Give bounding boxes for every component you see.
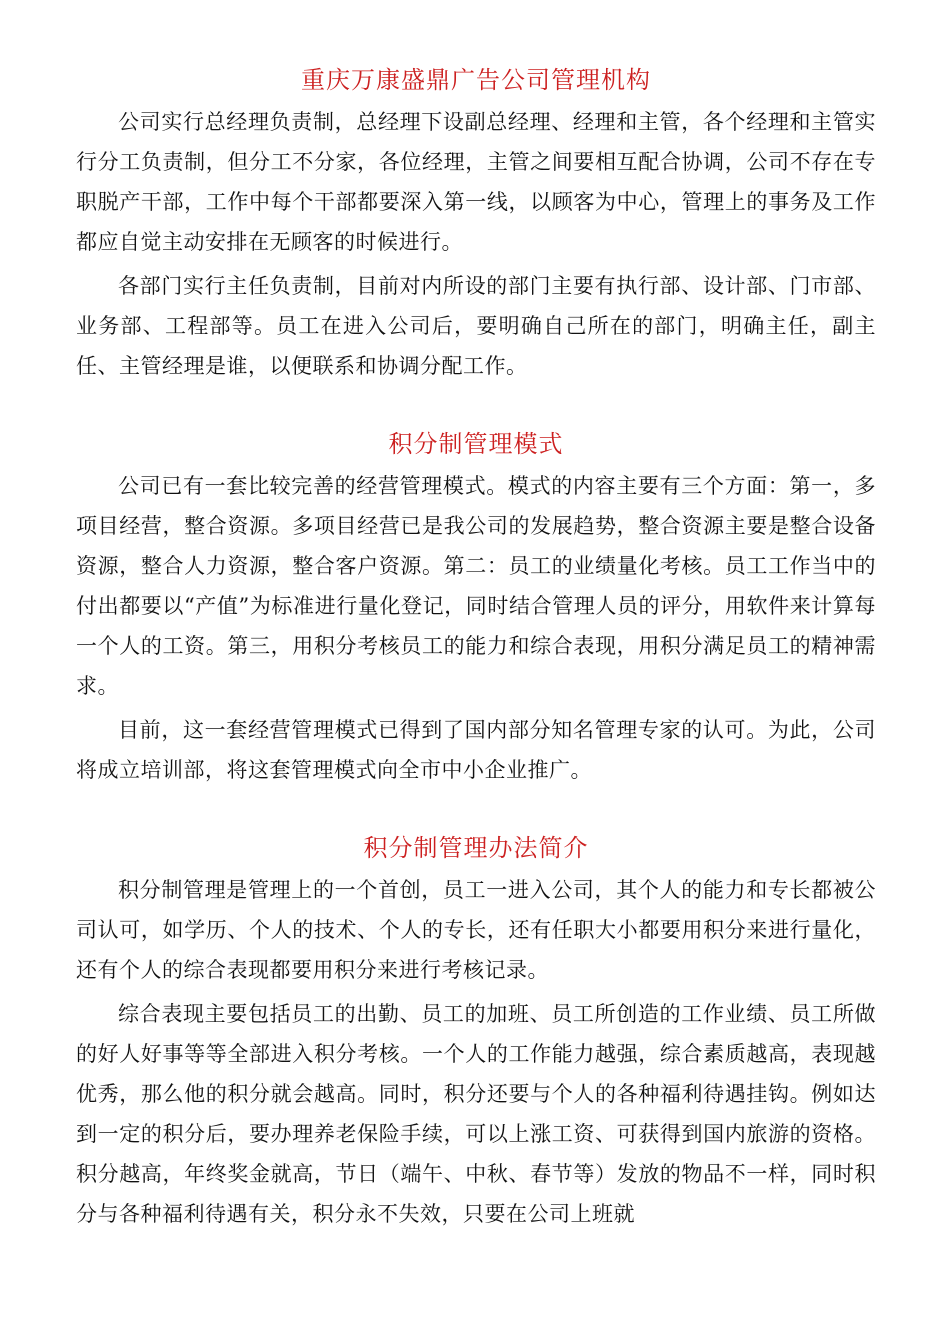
section-title: 重庆万康盛鼎广告公司管理机构: [301, 66, 651, 94]
paragraph: 积分制管理是管理上的一个首创，员工一进入公司，其个人的能力和专长都被公司认可，如学历、个人的技术、个人的专长，还有任职大小都要用积分来进行量化，还有个人的综合表现都要用积分来进行考核记录。: [76, 878, 876, 982]
paragraph: 公司已有一套比较完善的经营管理模式。模式的内容主要有三个方面：第一，多项目经营，整合资源。多项目经营已是我公司的发展趋势，整合资源主要是整合设备资源，整合人力资源，整合客户资源。第二：员工的业绩量化考核。员工工作当中的付出都要以“产值”为标准进行量化登记，同时结合管理人员的评分，用软件来计算每一个人的工资。第三，用积分考核员工的能力和综合表现，用积分满足员工的精神需求。: [76, 474, 876, 698]
paragraph: 目前，这一套经营管理模式已得到了国内部分知名管理专家的认可。为此，公司将成立培训部，将这套管理模式向全市中小企业推广。: [76, 718, 876, 782]
section-spacer: [76, 794, 876, 828]
section-points-management-model: [76, 424, 876, 790]
section-management-structure: [76, 60, 876, 386]
paragraph: 各部门实行主任负责制，目前对内所设的部门主要有执行部、设计部、门市部、业务部、工程部等。员工在进入公司后，要明确自己所在的部门，明确主任，副主任、主管经理是谁，以便联系和协调分配工作。: [76, 274, 876, 378]
paragraph: 公司实行总经理负责制，总经理下设副总经理、经理和主管，各个经理和主管实行分工负责制，但分工不分家，各位经理，主管之间要相互配合协调，公司不存在专职脱产干部，工作中每个干部都要深入第一线，以顾客为中心，管理上的事务及工作都应自觉主动安排在无顾客的时候进行。: [76, 110, 876, 254]
section-points-management-intro: [76, 828, 876, 1234]
section-title: 积分制管理模式: [388, 430, 564, 458]
section-spacer: [76, 390, 876, 424]
document-page: [76, 60, 876, 1238]
section-title: 积分制管理办法简介: [363, 834, 589, 862]
paragraph: 综合表现主要包括员工的出勤、员工的加班、员工所创造的工作业绩、员工所做的好人好事等等全部进入积分考核。一个人的工作能力越强，综合素质越高，表现越优秀，那么他的积分就会越高。同时，积分还要与个人的各种福利待遇挂钩。例如达到一定的积分后，要办理养老保险手续，可以上涨工资、可获得到国内旅游的资格。积分越高，年终奖金就高，节日（端午、中秋、春节等）发放的物品不一样，同时积分与各种福利待遇有关，积分永不失效，只要在公司上班就: [76, 1002, 876, 1226]
